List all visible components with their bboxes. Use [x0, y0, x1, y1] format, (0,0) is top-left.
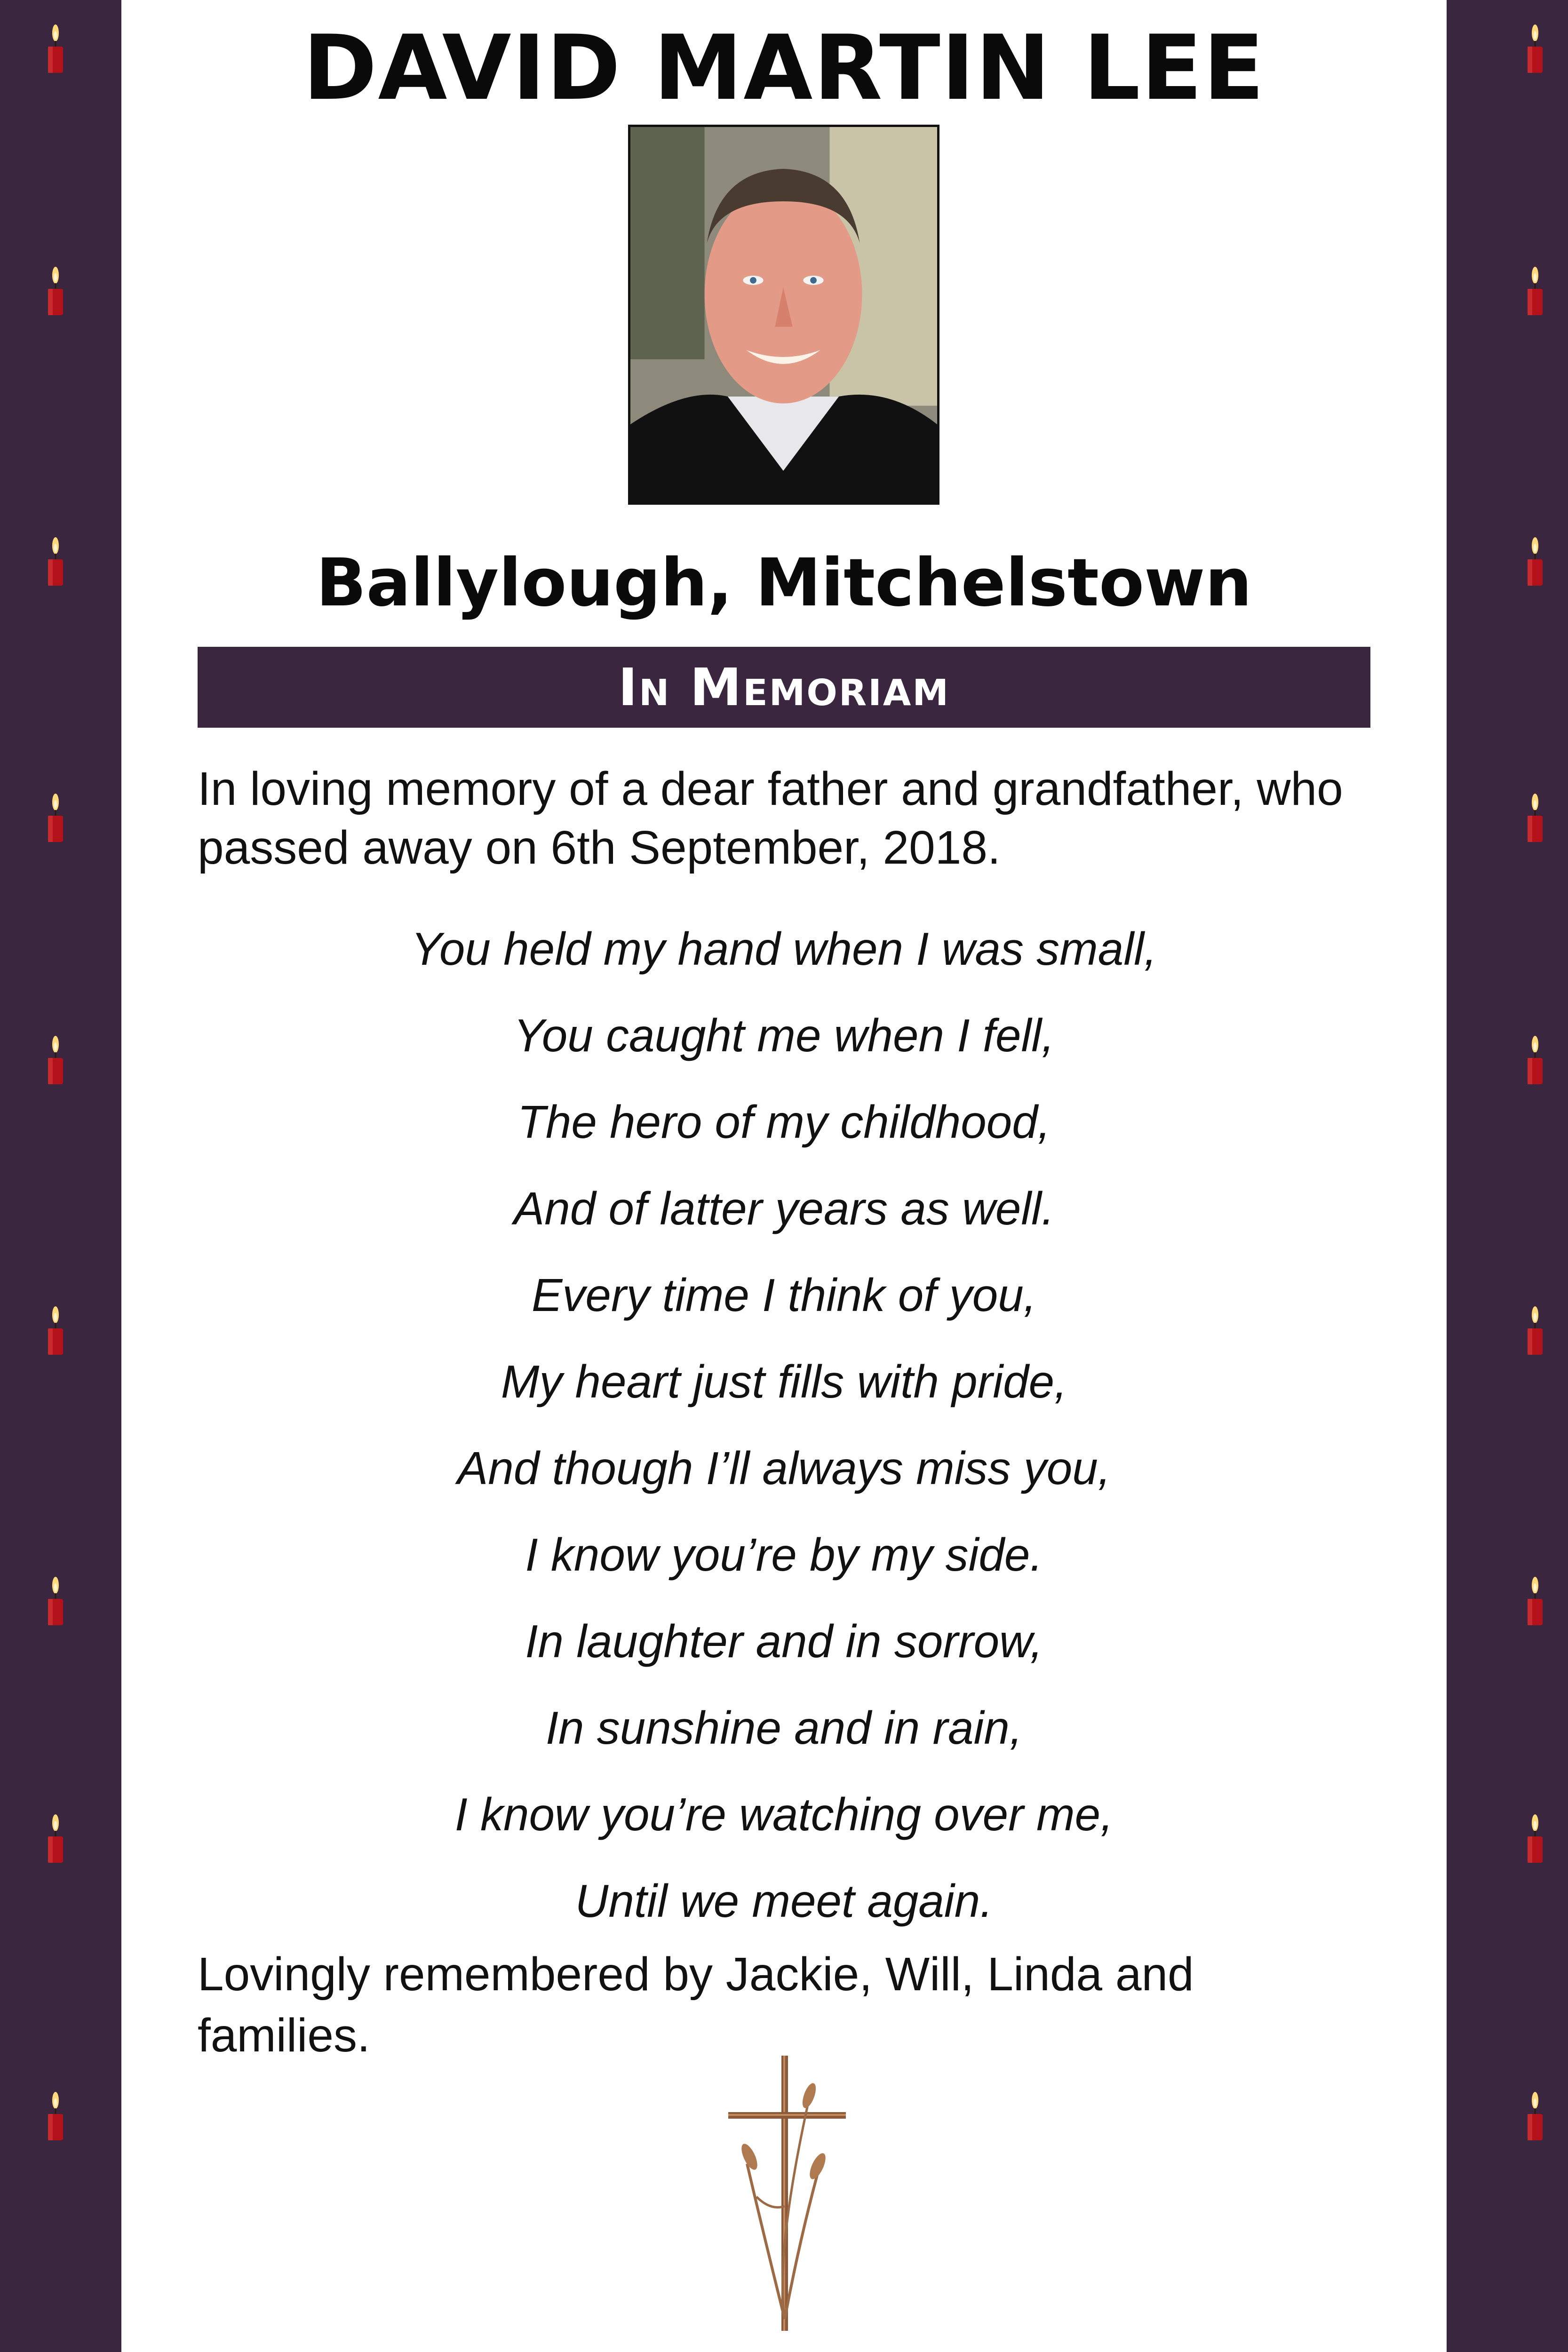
- candle-icon: [41, 12, 70, 82]
- poem-line: And though I’ll always miss you,: [457, 1442, 1111, 1494]
- candle-icon: [41, 254, 70, 325]
- candle-icon: [1521, 254, 1549, 325]
- cross-icon: [728, 2056, 846, 2331]
- poem-line: My heart just fills with pride,: [501, 1356, 1067, 1407]
- candle-icon: [41, 1023, 70, 1094]
- candle-icon: [41, 1564, 70, 1635]
- candle-icon: [1521, 524, 1549, 595]
- candle-icon: [41, 2079, 70, 2150]
- candle-icon: [1521, 2079, 1549, 2150]
- location-heading: Ballylough, Mitchelstown: [316, 545, 1252, 621]
- poem-line: I know you’re watching over me,: [454, 1788, 1114, 1840]
- deceased-name: DAVID MARTIN LEE: [302, 16, 1266, 120]
- left-border: [0, 0, 121, 2352]
- candle-icon: [1521, 12, 1549, 82]
- poem: [198, 906, 1370, 1944]
- poem-line: Every time I think of you,: [532, 1269, 1036, 1321]
- right-border: [1447, 0, 1568, 2352]
- candle-icon: [1521, 1564, 1549, 1635]
- candle-icon: [41, 1294, 70, 1364]
- portrait-photo: [628, 125, 939, 505]
- poem-line: Until we meet again.: [575, 1875, 993, 1927]
- intro-text: In loving memory of a dear father and grandfather, who passed away on 6th September, 2018.: [198, 763, 1343, 874]
- candle-icon: [1521, 781, 1549, 851]
- candle-icon: [41, 1802, 70, 1872]
- poem-line: You caught me when I fell,: [513, 1009, 1055, 1061]
- poem-line: I know you’re by my side.: [525, 1529, 1043, 1581]
- candle-icon: [41, 524, 70, 595]
- poem-line: The hero of my childhood,: [517, 1096, 1051, 1148]
- memoriam-banner: [198, 647, 1370, 728]
- poem-line: You held my hand when I was small,: [411, 923, 1157, 975]
- candle-icon: [1521, 1802, 1549, 1872]
- banner-label: In Memoriam: [618, 657, 950, 717]
- closing-text: Lovingly remembered by Jackie, Will, Linda and families.: [198, 1948, 1194, 2062]
- candle-icon: [1521, 1294, 1549, 1364]
- candle-icon: [1521, 1023, 1549, 1094]
- poem-line: And of latter years as well.: [513, 1183, 1055, 1234]
- notice-panel: [121, 0, 1447, 2352]
- poem-line: In sunshine and in rain,: [545, 1702, 1023, 1754]
- candle-icon: [41, 781, 70, 851]
- poem-line: In laughter and in sorrow,: [525, 1615, 1043, 1667]
